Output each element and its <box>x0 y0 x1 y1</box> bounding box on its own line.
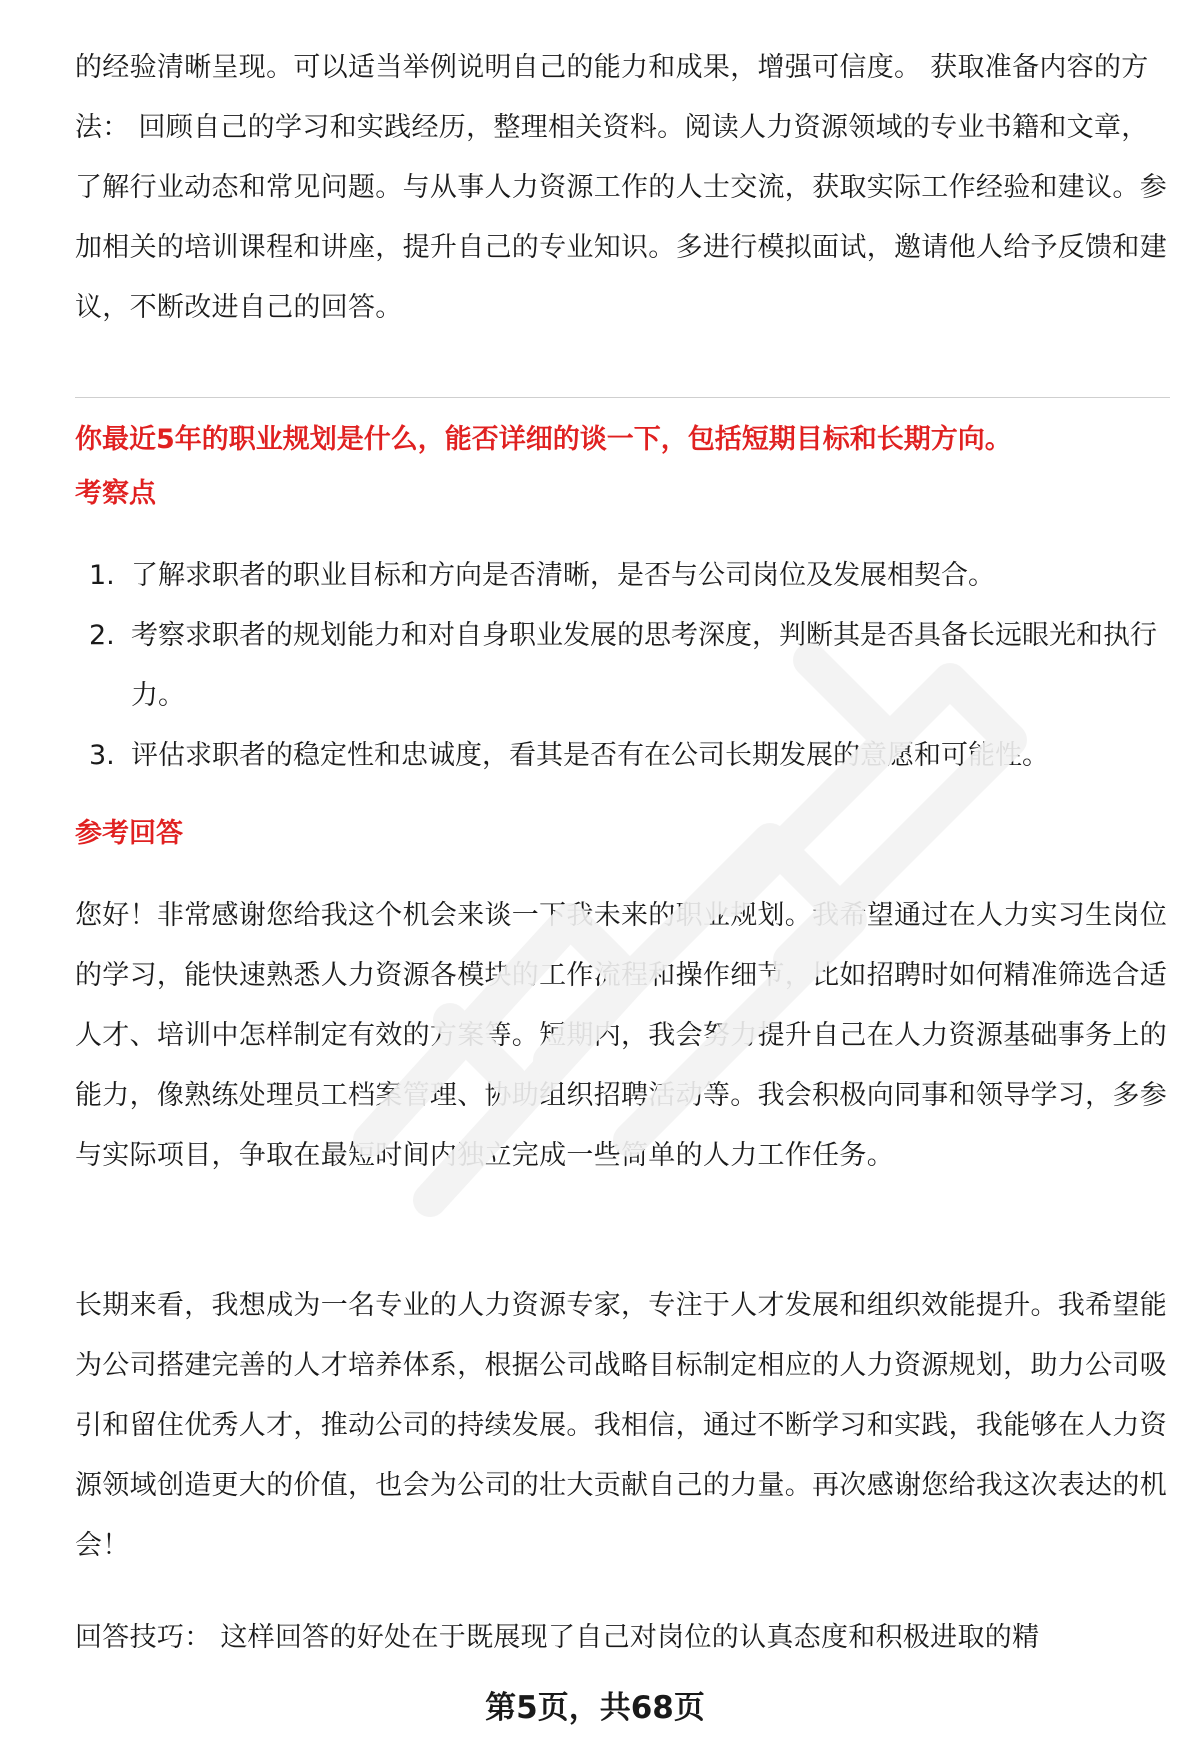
checkpoints-list <box>75 546 1170 786</box>
tips-block <box>75 1608 1170 1668</box>
intro-paragraph: 的经验清晰呈现。可以适当举例说明自己的能力和成果，增强可信度。 获取准备内容的方法： 回顾自己的学习和实践经历，整理相关资料。阅读人力资源领域的专业书籍和文章，了解行业动态和常见问题。与从事人力资源工作的人士交流，获取实际工作经验和建议。参加相关的培训课程和讲座，提升自己的专业知识。多进行模拟面试，邀请他人给予反馈和建议，不断改进自己的回答。 <box>75 52 1167 323</box>
answer-paragraph: 长期来看，我想成为一名专业的人力资源专家，专注于人才发展和组织效能提升。我希望能为公司搭建完善的人才培养体系，根据公司战略目标制定相应的人力资源规划，助力公司吸引和留住优秀人才，推动公司的持续发展。我相信，通过不断学习和实践，我能够在人力资源领域创造更大的价值，也会为公司的壮大贡献自己的力量。再次感谢您给我这次表达的机会！ <box>75 1290 1167 1561</box>
list-item-text: 考察求职者的规划能力和对自身职业发展的思考深度，判断其是否具备长远眼光和执行力。 <box>131 620 1157 711</box>
section-divider <box>75 397 1170 398</box>
list-item-number: 3. <box>89 740 115 771</box>
list-item <box>75 726 1170 786</box>
tips-paragraph: 回答技巧： 这样回答的好处在于既展现了自己对岗位的认真态度和积极进取的精 <box>75 1622 1040 1653</box>
answer-title: 参考回答 <box>75 818 183 849</box>
list-item-text: 了解求职者的职业目标和方向是否清晰，是否与公司岗位及发展相契合。 <box>131 560 995 591</box>
answer-paragraph-2-block <box>75 1276 1170 1576</box>
page-number: 第5页，共68页 <box>485 1690 705 1726</box>
answer-paragraph: 您好！非常感谢您给我这个机会来谈一下我未来的职业规划。我希望通过在人力实习生岗位的学习，能快速熟悉人力资源各模块的工作流程和操作细节，比如招聘时如何精准筛选合适人才、培训中怎样制定有效的方案等。短期内，我会努力提升自己在人力资源基础事务上的能力，像熟练处理员工档案管理、协助组织招聘活动等。我会积极向同事和领导学习，多参与实际项目，争取在最短时间内独立完成一些简单的人力工作任务。 <box>75 900 1167 1171</box>
intro-block <box>75 38 1170 338</box>
answer-paragraph-1-block <box>75 886 1170 1186</box>
list-item-number: 1. <box>89 560 115 591</box>
list-item-number: 2. <box>89 620 115 651</box>
checkpoints-title: 考察点 <box>75 478 156 509</box>
interview-question: 你最近5年的职业规划是什么，能否详细的谈一下，包括短期目标和长期方向。 <box>75 424 1012 455</box>
list-item <box>75 606 1170 726</box>
list-item <box>75 546 1170 606</box>
list-item-text: 评估求职者的稳定性和忠诚度，看其是否有在公司长期发展的意愿和可能性。 <box>131 740 1049 771</box>
